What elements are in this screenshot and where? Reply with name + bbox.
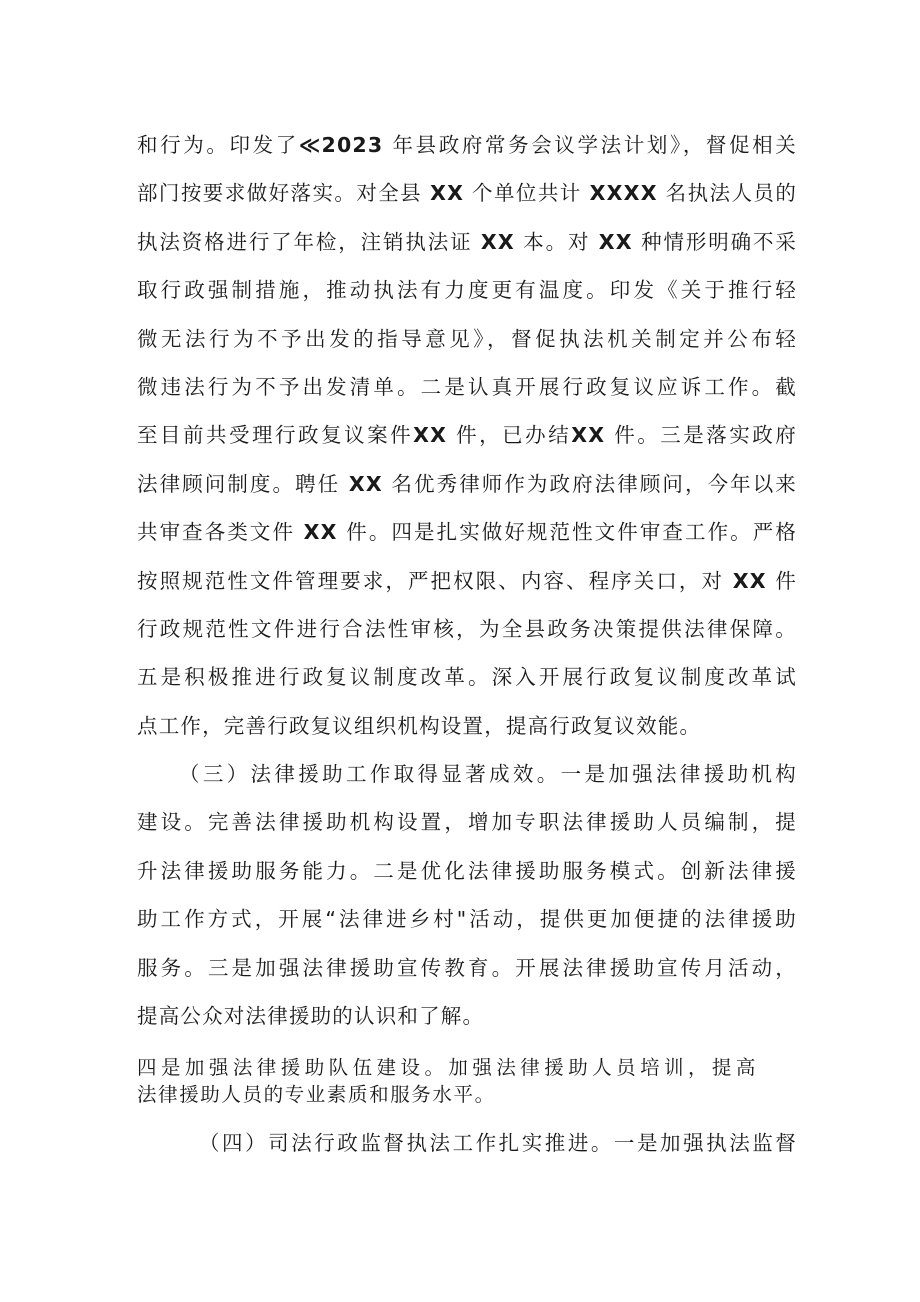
text-line: 点工作，完善行政复议组织机构设置，提高行政复议效能。 <box>137 713 702 738</box>
text-line: 部门按要求做好落实。对全县 XX 个单位共计 XXXX 名执法人员的 <box>137 181 798 206</box>
text-line: 微违法行为不予出发清单。二是认真开展行政复议应诉工作。截 <box>137 374 797 399</box>
text-line: 微无法行为不予出发的指导意见》，督促执法机关制定并公布轻 <box>137 326 797 351</box>
text-line: 建设。完善法律援助机构设置，增加专职法律援助人员编制，提 <box>137 810 797 835</box>
text-line: （三）法律援助工作取得显著成效。一是加强法律援助机构 <box>179 762 797 786</box>
text-line: 按照规范性文件管理要求，严把权限、内容、程序关口，对 XX 件 <box>137 568 798 593</box>
text-line: 提高公众对法律援助的认识和了解。 <box>137 1003 485 1028</box>
text-line: 助工作方式，开展“法律进乡村"活动，提供更加便捷的法律援助 <box>137 907 797 932</box>
text-line: 执法资格进行了年检，注销执法证 XX 本。对 XX 种情形明确不采 <box>137 229 798 254</box>
paragraph-supervision <box>137 1119 797 1167</box>
text-line: 法律援助人员的专业素质和服务水平。 <box>137 1083 496 1106</box>
text-line: 取行政强制措施，推动执法有力度更有温度。印发《关于推行轻 <box>137 278 797 303</box>
text-line: （四）司法行政监督执法工作扎实推进。一是加强执法监督 <box>199 1131 797 1155</box>
paragraph-administrative-review <box>137 121 797 750</box>
text-line: 四是加强法律援助队伍建设。加强法律援助人员培训，提高 <box>137 1056 757 1079</box>
text-line: 共审查各类文件 XX 件。四是扎实做好规范性文件审查工作。严格 <box>137 520 798 545</box>
text-line: 五是积极推进行政复议制度改革。深入开展行政复议制度改革试 <box>137 665 797 690</box>
text-line: 服务。三是加强法律援助宣传教育。开展法律援助宣传月活动， <box>137 955 797 980</box>
text-line: 升法律援助服务能力。二是优化法律援助服务模式。创新法律援 <box>137 858 797 883</box>
text-line: 法律顾问制度。聘任 XX 名优秀律师作为政府法律顾问，今年以来 <box>137 471 798 496</box>
paragraph-legal-aid <box>137 750 797 1040</box>
paragraph-legal-aid-team <box>137 1054 757 1108</box>
text-line: 行政规范性文件进行合法性审核，为全县政务决策提供法律保障。 <box>137 616 797 641</box>
text-line: 和行为。印发了≪2023 年县政府常务会议学法计划》，督促相关 <box>137 133 797 157</box>
text-line: 至目前共受理行政复议案件XX 件，已办结XX 件。三是落实政府 <box>137 423 798 448</box>
